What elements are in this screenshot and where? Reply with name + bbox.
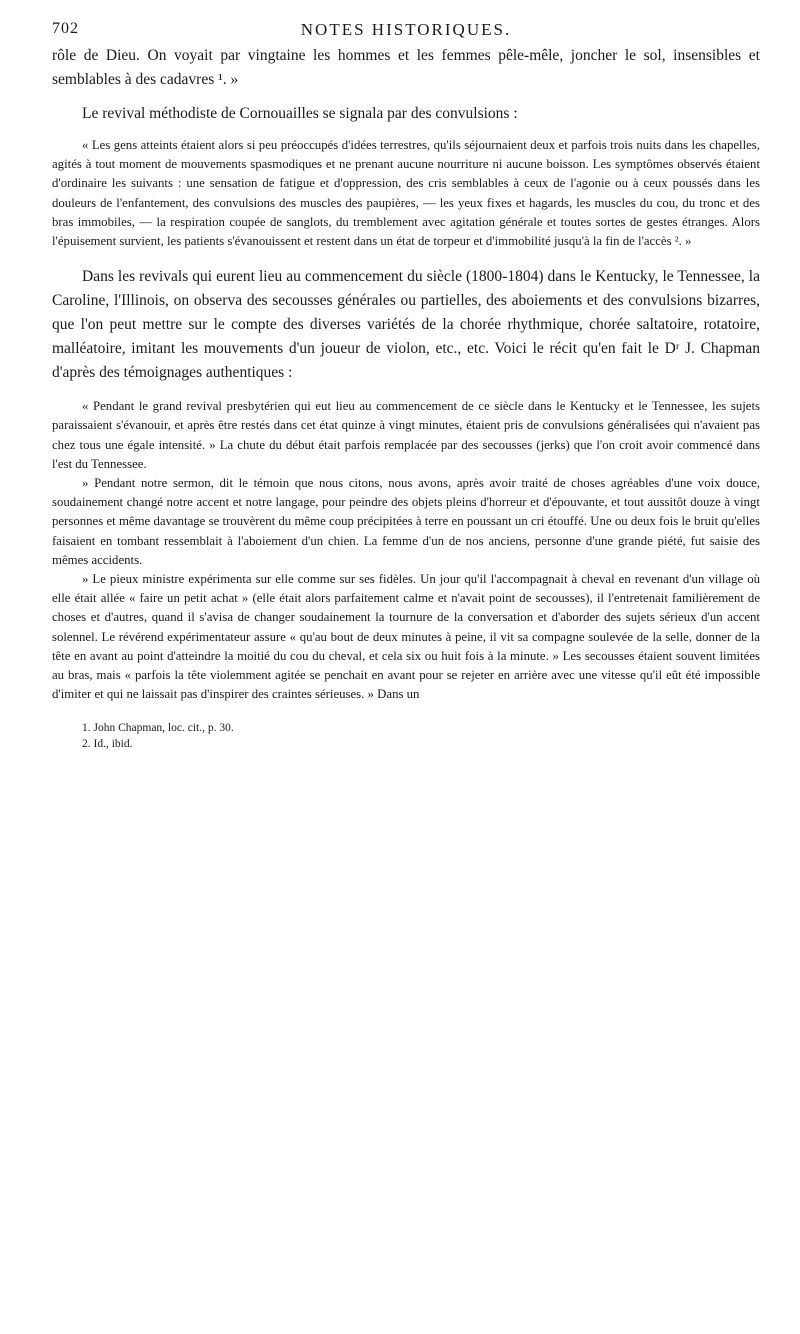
quote-presbyterian-revival: « Pendant le grand revival presbytérien qui eut lieu au commencement de ce siècle dans le Kentucky et le Tennessee, les sujets paraissaient s'évanouir, et après être restés dans cet état quinze à vingt minutes, étaient pris de convulsions généralisées qui n'avaient pas chez tous une égale intensité. » La chute du début était parfois remplacée par des secousses (jerks) que l'on croit avoir commencé dans l'est du Tennessee. xyxy=(52,399,760,471)
footnote-2: 2. Id., ibid. xyxy=(82,738,133,751)
footnote-1: 1. John Chapman, loc. cit., p. 30. xyxy=(82,722,234,735)
running-head xyxy=(52,14,760,44)
quote-minister-experiment: » Le pieux ministre expérimenta sur elle comme sur ses fidèles. Un jour qu'il l'accompagnait à cheval en revenant d'un village où elle était allée « faire un petit achat » (elle était alors parfaitement calme et n'avait point de secousses), il l'entretenait familièrement de choses et d'autres, quand il s'avisa de changer soudainement la tournure de la conversation et d'aborder des sujets sérieux d'un accent solennel. Le révérend expérimentateur assure « qu'au bout de deux minutes à peine, il vit sa compagne soulevée de la selle, donner de la tête en avant au point d'atteindre la moitié du cou du cheval, et cela six ou huit fois à la minute. » Les secousses étaient souvent limitées au bras, mais « parfois la tête violemment agitée se penchait en avant pour se rejeter en arrière avec une vitesse qu'il eût été impossible d'imiter et qui ne laissait pas d'inspirer des craintes sérieuses. » Dans un xyxy=(52,572,760,702)
book-page xyxy=(52,14,760,752)
page-number: 702 xyxy=(52,20,79,37)
quote-sermon-account: » Pendant notre sermon, dit le témoin que nous citons, nous avons, après avoir traité de choses agréables d'une voix douce, soudainement changé notre accent et notre langage, pour peindre des objets pleins d'horreur et d'épouvante, et tout aussitôt douze à vingt personnes et même davantage se trouvèrent du même coup précipitées à terre en poussant un cri étouffé. Une ou deux fois le bruit qu'elles faisaient en tombant ressemblait à l'aboiement d'un chien. La femme d'un de nos anciens, personne d'une grande piété, fut saisie des mêmes accidents. xyxy=(52,476,760,567)
running-title: NOTES HISTORIQUES. xyxy=(300,20,512,39)
paragraph-american-revivals: Dans les revivals qui eurent lieu au commencement du siècle (1800-1804) dans le Kentucky, le Tennessee, la Caroline, l'Illinois, on observa des secousses générales ou partielles, des aboiements et des convulsions bizarres, que l'on peut mettre sur le compte des diverses variétés de la chorée rhythmique, chorée saltatoire, rotatoire, malléatoire, imitant les mouvements d'un joueur de violon, etc., etc. Voici le récit qu'en fait le Dʳ J. Chapman d'après des témoignages authentiques : xyxy=(52,268,760,382)
paragraph-continuation: rôle de Dieu. On voyait par vingtaine les hommes et les femmes pêle-mêle, joncher le sol, insensibles et semblables à des cadavres ¹. » xyxy=(52,47,760,88)
quote-cornouailles-symptoms: « Les gens atteints étaient alors si peu préoccupés d'idées terrestres, qu'ils séjournaient deux et parfois trois nuits dans les chapelles, agités à tout moment de mouvements spasmodiques et ne prenant aucune nourriture ni aucune boisson. Les symptômes observés étaient d'ordinaire les suivants : une sensation de fatigue et d'oppression, des cris semblables à ceux de l'agonie ou à ceux poussés dans les douleurs de l'enfantement, des convulsions des muscles des paupières, — les yeux fixes et hagards, les muscles du cou, du tronc et des bras immobiles, — la respiration coupée de sanglots, du tremblement avec agitation générale et toutes sortes de gestes étranges. Alors l'épuisement survient, les patients s'évanouissent et restent dans un état de torpeur et d'immobilité jusqu'à la fin de l'accès ². » xyxy=(52,138,760,249)
paragraph-cornouailles-intro: Le revival méthodiste de Cornouailles se signala par des convulsions : xyxy=(82,105,518,122)
footnotes xyxy=(52,720,760,752)
